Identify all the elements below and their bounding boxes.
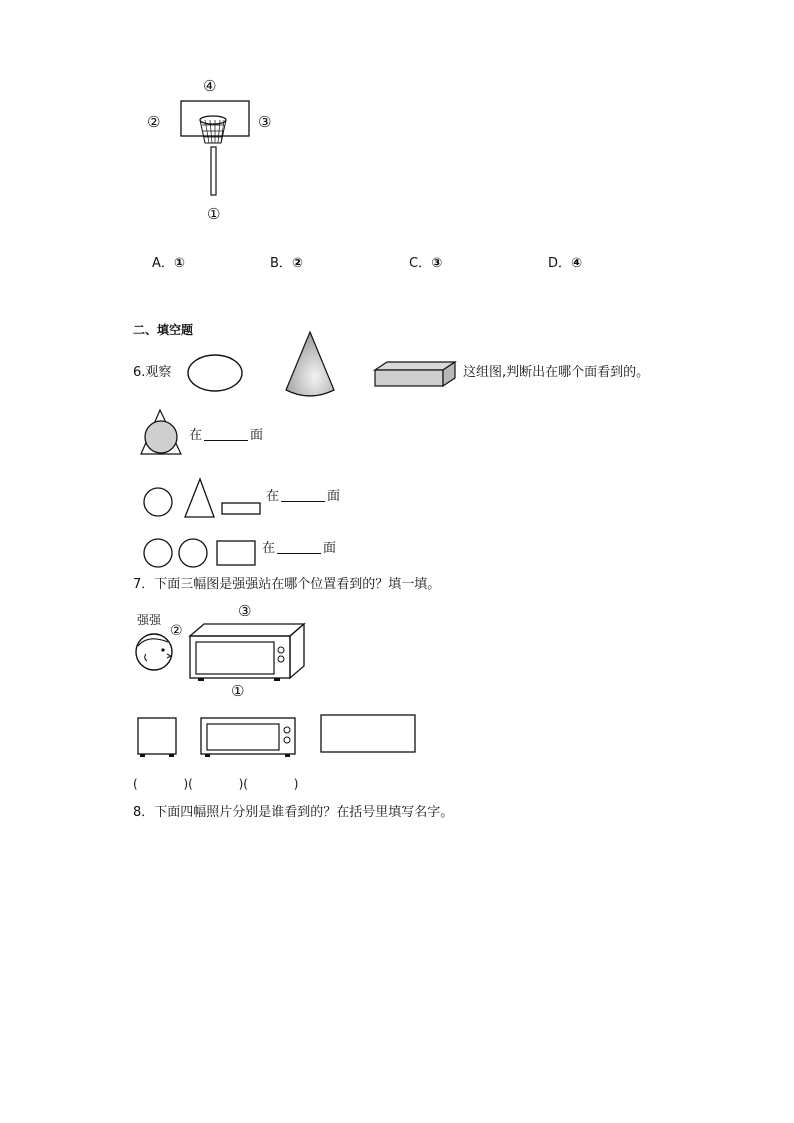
cone-shape (282, 330, 342, 400)
boy-head-icon (134, 632, 176, 674)
view-square (136, 716, 178, 758)
q6-answer-3: 在 面 (262, 541, 337, 556)
ellipse-shape (187, 354, 247, 394)
q7-answer-brackets[interactable]: ( )( )( ) (133, 777, 299, 791)
basketball-hoop-figure (175, 95, 255, 200)
q6-answer-1: 在 面 (189, 428, 264, 443)
label-q7-2: ② (170, 623, 183, 639)
q7-title: 7．下面三幅图是强强站在哪个位置看到的？填一填。 (133, 577, 441, 592)
option-c[interactable]: C．③ (409, 256, 443, 271)
q6-suffix: 这组图,判断出在哪个面看到的。 (463, 365, 650, 380)
view-rectangle-top (319, 713, 417, 755)
label-q7-1: ① (231, 682, 245, 700)
cuboid-shape (373, 360, 459, 390)
label-view-4: ④ (203, 77, 217, 95)
blank-field-2[interactable] (281, 501, 325, 502)
q6-answer-2: 在 面 (266, 489, 341, 504)
person-name: 强强 (137, 613, 162, 627)
q8-title: 8．下面四幅照片分别是谁看到的？在括号里填写名字。 (133, 805, 454, 820)
label-view-1: ① (207, 205, 221, 223)
option-a[interactable]: A．① (152, 256, 185, 271)
section-title: 二、填空题 (133, 323, 194, 337)
microwave-oven-figure (188, 620, 308, 685)
label-view-3: ③ (258, 113, 272, 131)
option-b[interactable]: B．② (270, 256, 303, 271)
q6-prefix: 6.观察 (133, 365, 172, 380)
view-circle-triangle-rect (142, 477, 267, 521)
label-q7-3: ③ (238, 602, 252, 620)
blank-field-3[interactable] (277, 553, 321, 554)
view-circles-rect (142, 536, 262, 572)
option-d[interactable]: D．④ (548, 256, 583, 271)
blank-field-1[interactable] (204, 440, 248, 441)
view-sphere-cone-shape (138, 408, 188, 458)
view-microwave-front (199, 716, 299, 758)
label-view-2: ② (147, 113, 161, 131)
